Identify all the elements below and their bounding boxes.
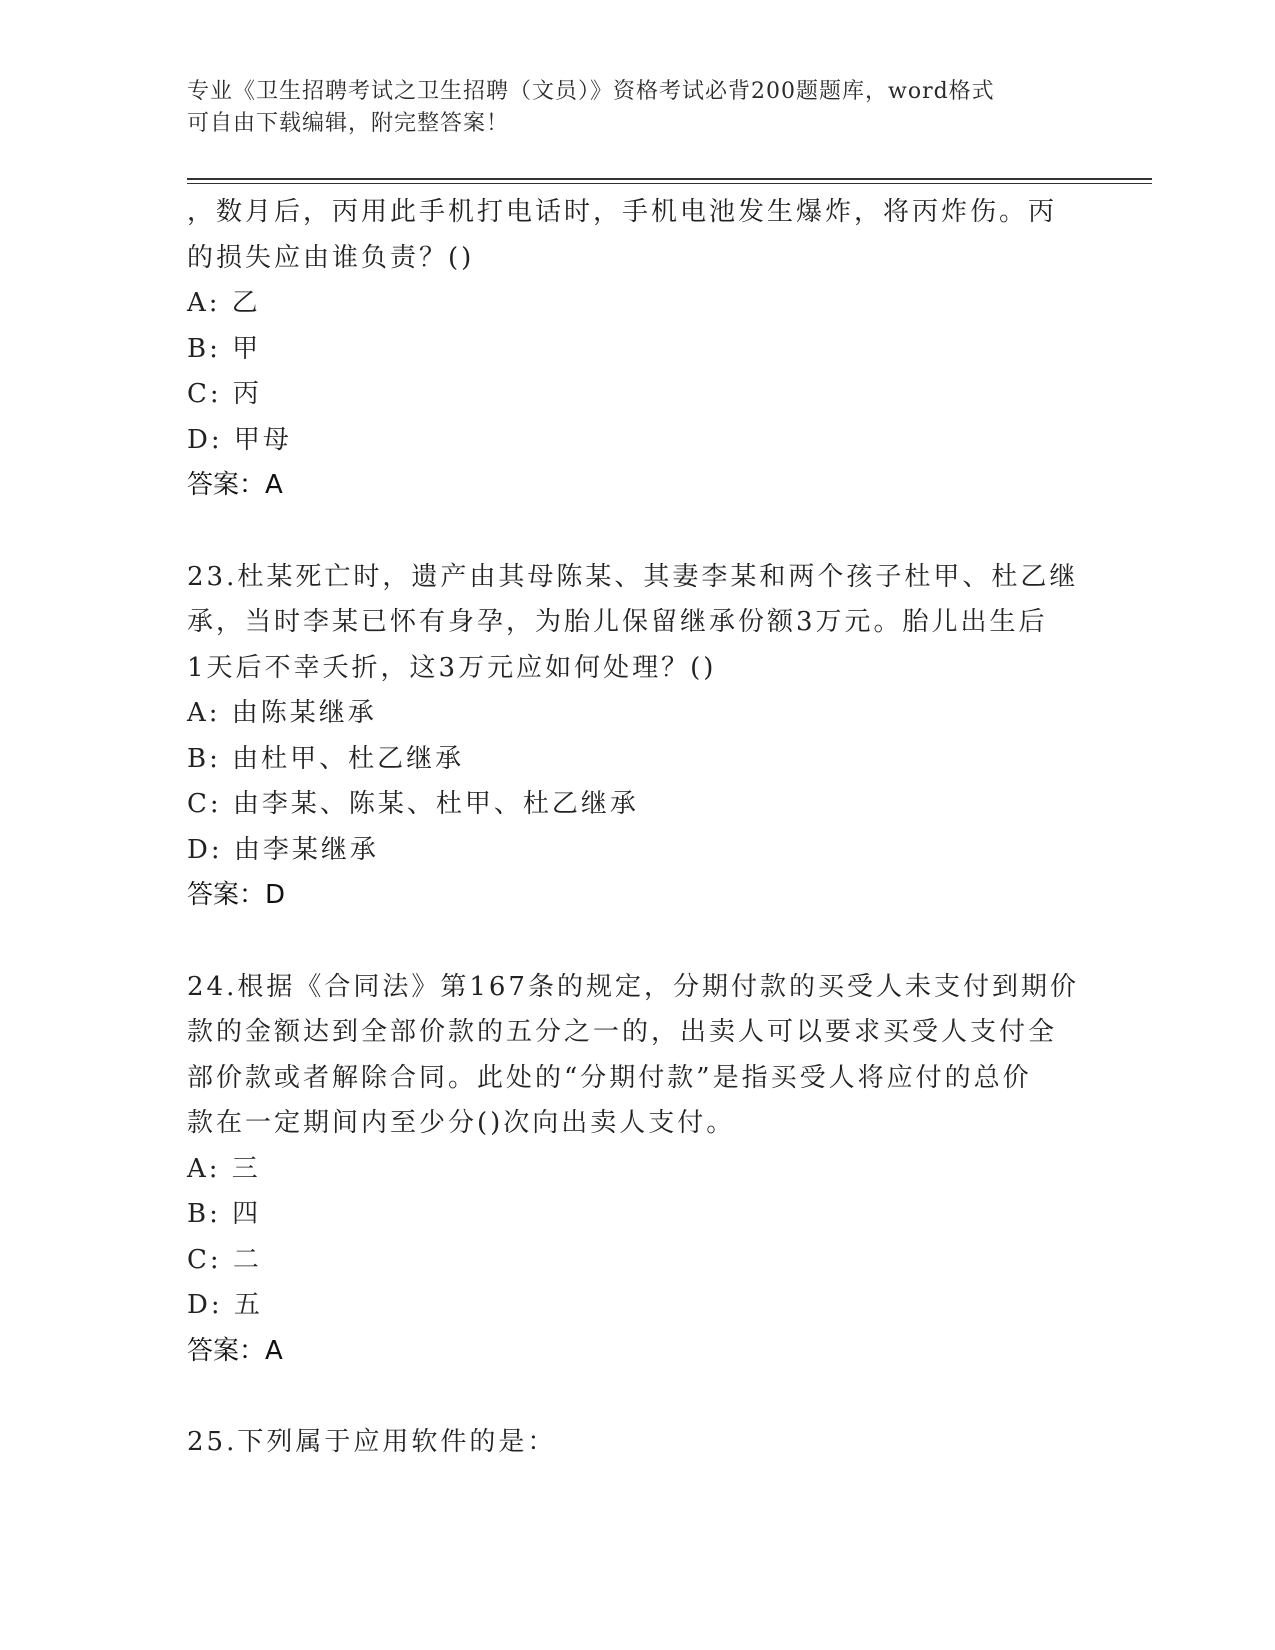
- answer-label: 答案：A: [187, 470, 283, 500]
- question-text-line: 23.杜某死亡时，遗产由其母陈某、其妻李某和两个孩子杜甲、杜乙继: [187, 561, 1079, 592]
- option-b: B: 由杜甲、杜乙继承: [187, 743, 465, 774]
- option-b: B: 四: [187, 1199, 262, 1229]
- option-a: A: 乙: [187, 288, 261, 318]
- question-text-line: 25.下列属于应用软件的是：: [187, 1427, 557, 1457]
- question-text-line: 款的金额达到全部价款的五分之一的，出卖人可以要求买受人支付全: [187, 1017, 1058, 1047]
- header-line-2: 可自由下载编辑，附完整答案！: [187, 111, 510, 136]
- answer-label: 答案：A: [187, 1335, 283, 1366]
- option-a: A: 由陈某继承: [187, 698, 377, 728]
- option-c: C: 丙: [187, 379, 262, 409]
- question-22-continued: [187, 190, 1107, 509]
- question-text-line: 款在一定期间内至少分()次向出卖人支付。: [187, 1108, 736, 1138]
- document-header: [187, 76, 1087, 140]
- answer-label: 答案：D: [187, 880, 286, 910]
- header-divider-thick: [187, 178, 1152, 180]
- question-text-line: 1天后不幸夭折，这3万元应如何处理？(): [187, 652, 717, 683]
- option-d: D: 甲母: [187, 424, 292, 455]
- question-text-line: 的损失应由谁负责？(): [187, 242, 475, 273]
- header-line-1: 专业《卫生招聘考试之卫生招聘（文员）》资格考试必背200题题库，word格式: [187, 79, 995, 104]
- option-c: C: 二: [187, 1244, 262, 1275]
- header-divider-thin: [187, 183, 1152, 184]
- option-d: D: 由李某继承: [187, 834, 379, 865]
- question-text-line: 24.根据《合同法》第167条的规定，分期付款的买受人未支付到期价: [187, 971, 1079, 1002]
- question-text-line: ，数月后，丙用此手机打电话时，手机电池发生爆炸，将丙炸伤。丙: [187, 197, 1058, 227]
- option-d: D: 五: [187, 1290, 263, 1320]
- question-text-line: 部价款或者解除合同。此处的“分期付款”是指买受人将应付的总价: [187, 1062, 1032, 1093]
- question-text-line: 承，当时李某已怀有身孕，为胎儿保留继承份额3万元。胎儿出生后: [187, 607, 1048, 637]
- question-25: [187, 1420, 1107, 1466]
- question-23: [187, 555, 1107, 919]
- option-a: A: 三: [187, 1153, 261, 1184]
- document-body: [187, 190, 1107, 1512]
- option-c: C: 由李某、陈某、杜甲、杜乙继承: [187, 789, 639, 819]
- option-b: B: 甲: [187, 333, 262, 364]
- question-24: [187, 965, 1107, 1375]
